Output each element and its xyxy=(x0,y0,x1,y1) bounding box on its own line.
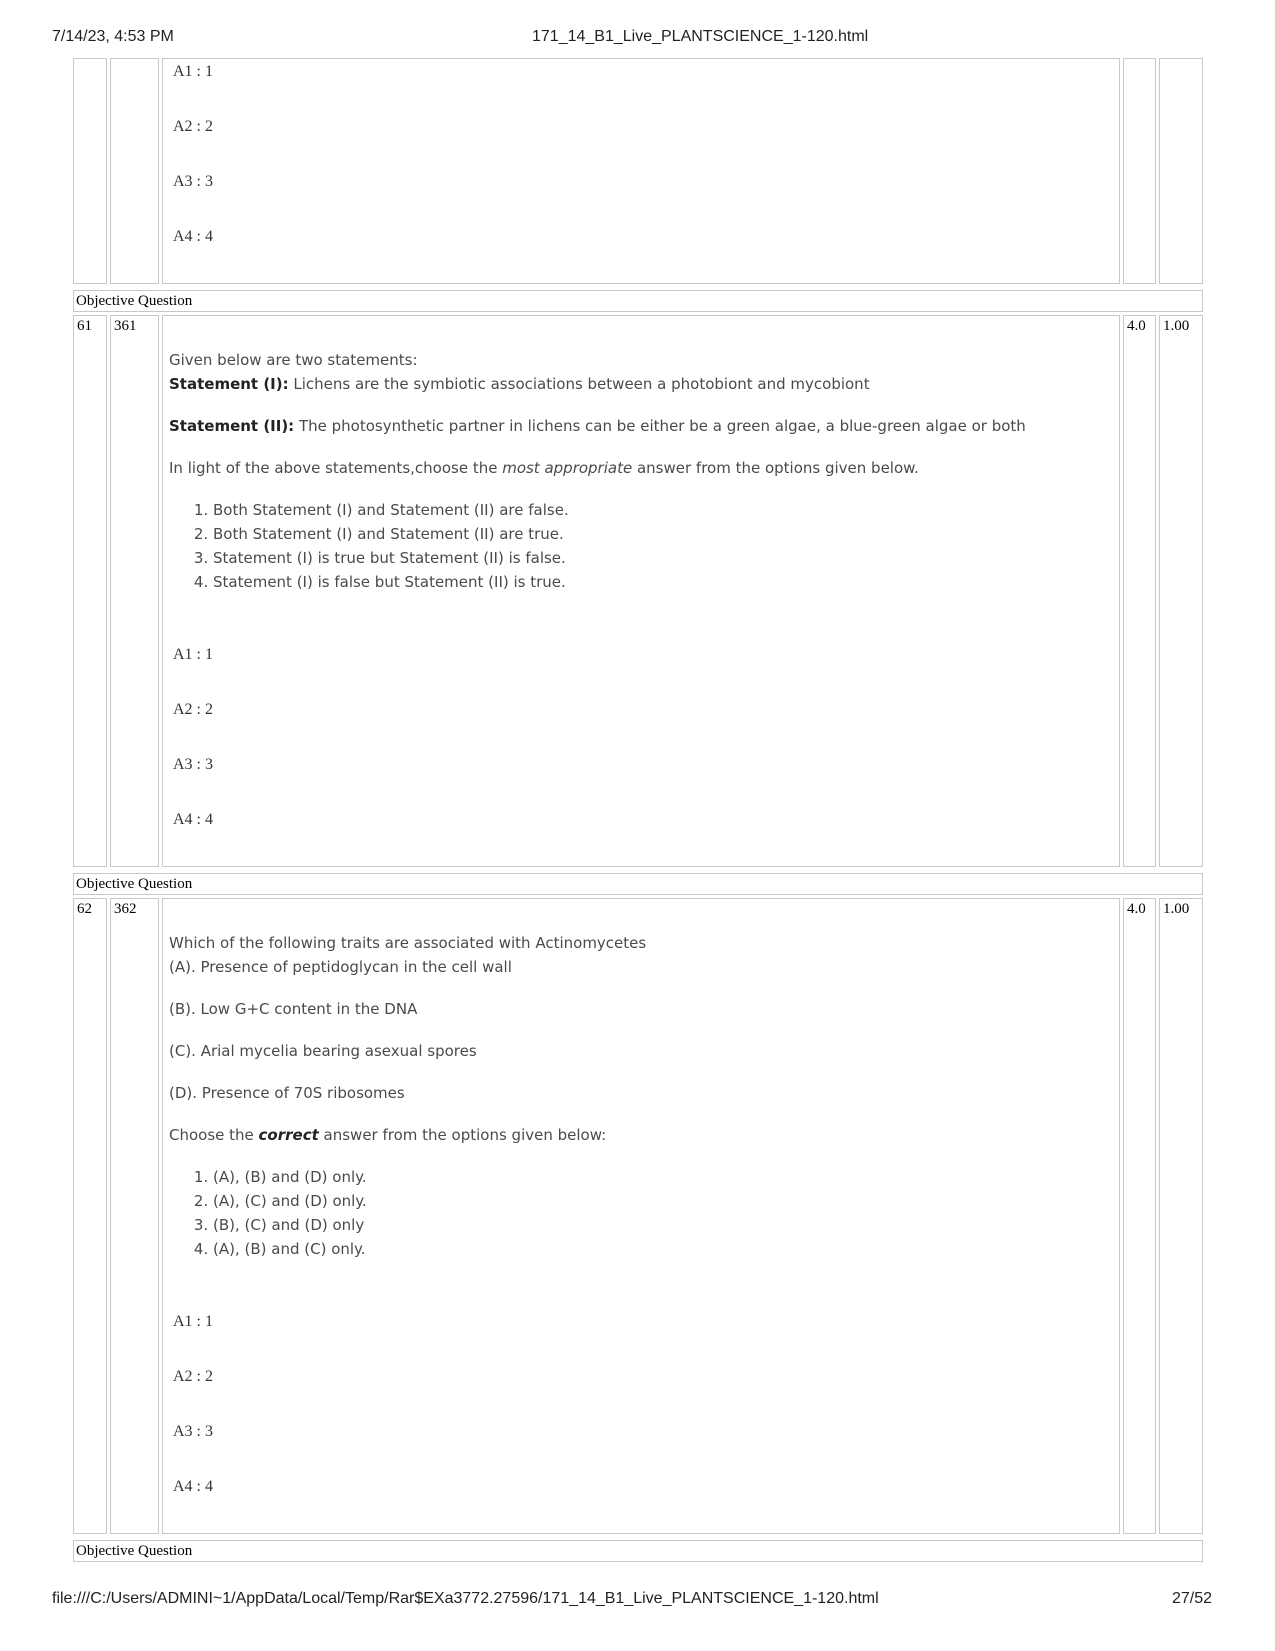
question-number-cell xyxy=(73,58,107,284)
answer-option-4: A4 : 4 xyxy=(173,228,213,245)
statement-1-label: Statement (I): xyxy=(169,375,289,393)
answer-option-1: A1 : 1 xyxy=(173,63,213,80)
answer-list xyxy=(166,644,1116,864)
option-4: 4. (A), (B) and (C) only. xyxy=(213,1237,1116,1261)
instruction-text-end: answer from the options given below. xyxy=(632,459,919,477)
statement-2-label: Statement (II): xyxy=(169,417,295,435)
marks-cell: 4.0 xyxy=(1123,898,1156,1534)
question-number: 61 xyxy=(73,315,107,867)
option-3: 3. Statement (I) is true but Statement (II) is false. xyxy=(213,546,1116,570)
trait-b: (B). Low G+C content in the DNA xyxy=(169,1000,418,1018)
question-type-label: Objective Question xyxy=(73,1540,1203,1562)
marks-cell: 4.0 xyxy=(1123,315,1156,867)
answer-list xyxy=(166,1311,1116,1531)
answer-option-2: A2 : 2 xyxy=(173,1368,213,1385)
answer-option-3: A3 : 3 xyxy=(173,173,213,190)
trait-a: (A). Presence of peptidoglycan in the cell wall xyxy=(169,958,512,976)
answer-option-3: A3 : 3 xyxy=(173,756,213,773)
instruction-text: Choose the xyxy=(169,1126,259,1144)
answer-option-2: A2 : 2 xyxy=(173,701,213,718)
option-2: 2. Both Statement (I) and Statement (II) are true. xyxy=(213,522,1116,546)
question-row-62 xyxy=(70,895,1206,1537)
question-sheet xyxy=(70,58,1206,1562)
question-intro: Given below are two statements: xyxy=(169,351,418,369)
option-4: 4. Statement (I) is false but Statement (II) is true. xyxy=(213,570,1116,594)
question-type-label: Objective Question xyxy=(73,290,1203,312)
print-page-number: 27/52 xyxy=(1172,1590,1213,1607)
answer-list xyxy=(166,61,1116,281)
question-number: 62 xyxy=(73,898,107,1534)
option-1: 1. (A), (B) and (D) only. xyxy=(213,1165,1116,1189)
question-text xyxy=(166,901,1116,1261)
option-2: 2. (A), (C) and (D) only. xyxy=(213,1189,1116,1213)
question-row-61 xyxy=(70,312,1206,870)
trait-d: (D). Presence of 70S ribosomes xyxy=(169,1084,405,1102)
instruction-emphasis: most appropriate xyxy=(502,459,633,477)
print-datetime: 7/14/23, 4:53 PM xyxy=(52,28,174,45)
answer-option-4: A4 : 4 xyxy=(173,811,213,828)
question-content-cell xyxy=(162,898,1120,1534)
question-id: 362 xyxy=(110,898,159,1534)
option-1: 1. Both Statement (I) and Statement (II) are false. xyxy=(213,498,1116,522)
question-id-cell xyxy=(110,58,159,284)
negative-marks-cell xyxy=(1159,58,1203,284)
answer-option-3: A3 : 3 xyxy=(173,1423,213,1440)
statement-1-text: Lichens are the symbiotic associations between a photobiont and mycobiont xyxy=(288,375,870,393)
answer-option-1: A1 : 1 xyxy=(173,1313,213,1330)
trait-c: (C). Arial mycelia bearing asexual spores xyxy=(169,1042,477,1060)
question-content-cell xyxy=(162,58,1120,284)
question-id: 361 xyxy=(110,315,159,867)
option-3: 3. (B), (C) and (D) only xyxy=(213,1213,1116,1237)
instruction-text-end: answer from the options given below: xyxy=(318,1126,607,1144)
option-list xyxy=(169,1165,1116,1261)
option-list xyxy=(169,498,1116,594)
print-title: 171_14_B1_Live_PLANTSCIENCE_1-120.html xyxy=(532,28,869,45)
answer-option-4: A4 : 4 xyxy=(173,1478,213,1495)
negative-marks-cell: 1.00 xyxy=(1159,315,1203,867)
marks-cell xyxy=(1123,58,1156,284)
instruction-emphasis: correct xyxy=(258,1126,319,1144)
question-content-cell xyxy=(162,315,1120,867)
negative-marks-cell: 1.00 xyxy=(1159,898,1203,1534)
question-row-prev xyxy=(70,55,1206,287)
answer-option-1: A1 : 1 xyxy=(173,646,213,663)
print-file-path: file:///C:/Users/ADMINI~1/AppData/Local/Temp/Rar$EXa3772.27596/171_14_B1_Live_PLANTSCIENCE_1-120.html xyxy=(52,1590,879,1607)
question-text xyxy=(166,318,1116,594)
question-type-label: Objective Question xyxy=(73,873,1203,895)
question-stem: Which of the following traits are associated with Actinomycetes xyxy=(169,934,647,952)
answer-option-2: A2 : 2 xyxy=(173,118,213,135)
instruction-text: In light of the above statements,choose the xyxy=(169,459,503,477)
statement-2-text: The photosynthetic partner in lichens can be either be a green algae, a blue-green algae or both xyxy=(294,417,1026,435)
